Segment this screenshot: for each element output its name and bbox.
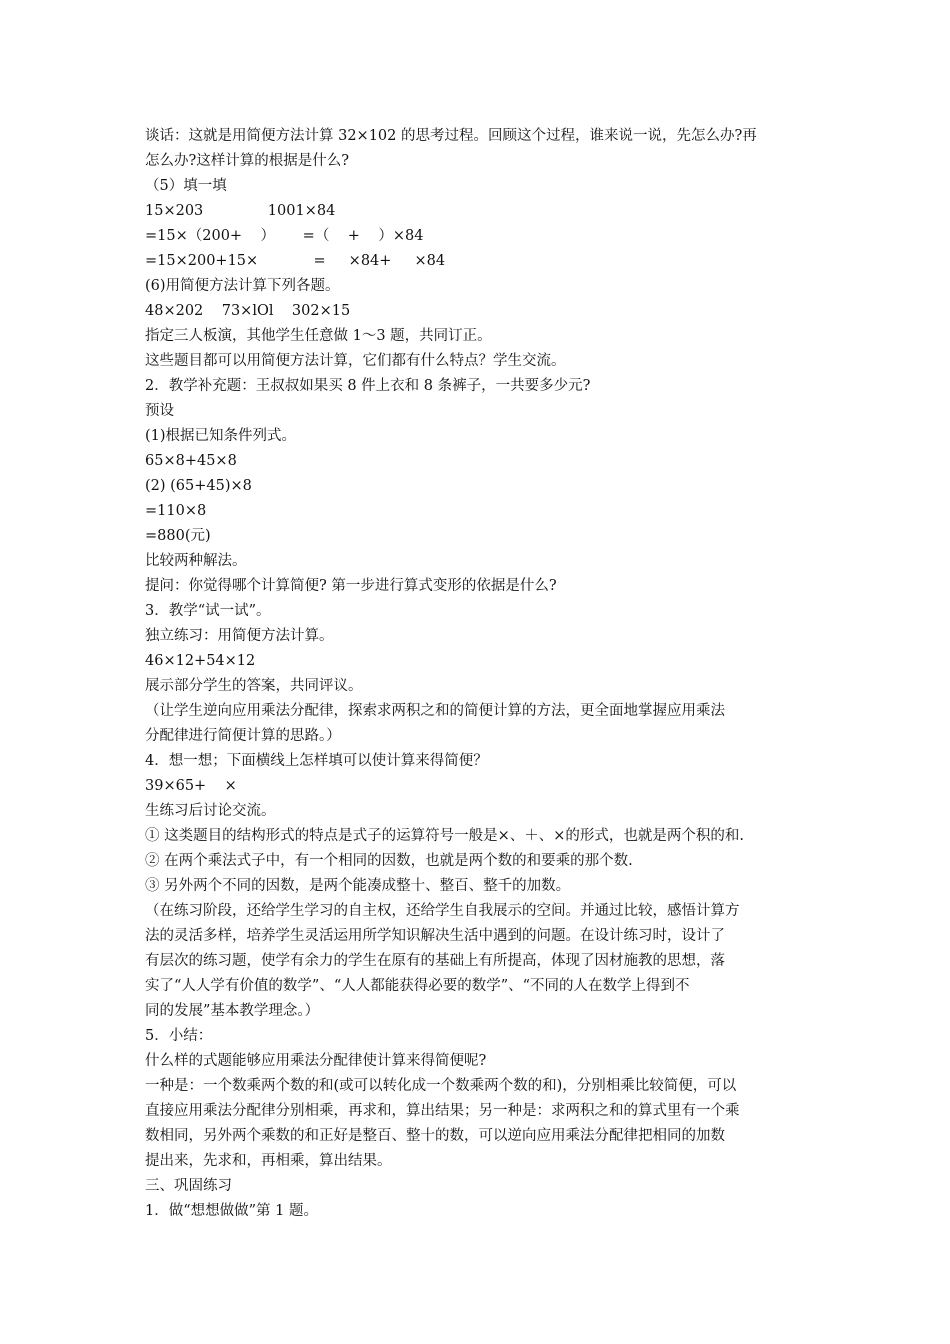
text-line: =15×200+15× = ×84+ ×84 xyxy=(145,253,446,269)
text-line: 谈话：这就是用简便方法计算 32×102 的思考过程。回顾这个过程，谁来说一说，先怎么办?再 xyxy=(145,128,757,144)
text-line: ① 这类题目的结构形式的特点是式子的运算符号一般是×、＋、×的形式，也就是两个积的和. xyxy=(145,828,745,844)
text-line: 65×8+45×8 xyxy=(145,453,237,469)
text-line: 48×202 73×lOl 302×15 xyxy=(145,303,351,319)
text-line: 实了“人人学有价值的数学”、“人人都能获得必要的数学”、“不同的人在数学上得到不 xyxy=(145,978,690,994)
text-line: 4．想一想；下面横线上怎样填可以使计算来得简便？ xyxy=(145,753,488,769)
text-line: （在练习阶段，还给学生学习的自主权，还给学生自我展示的空间。并通过比较，感悟计算方 xyxy=(145,903,740,919)
text-line: =110×8 xyxy=(145,503,207,519)
text-line: 5．小结： xyxy=(145,1028,213,1044)
text-line: ② 在两个乘法式子中，有一个相同的因数，也就是两个数的和要乘的那个数. xyxy=(145,853,633,869)
text-line: 46×12+54×12 xyxy=(145,653,256,669)
text-line: 独立练习：用简便方法计算。 xyxy=(145,628,334,644)
text-line: 15×203 1001×84 xyxy=(145,203,336,219)
text-line: 展示部分学生的答案，共同评议。 xyxy=(145,678,363,694)
text-line: 法的灵活多样，培养学生灵活运用所学知识解决生活中遇到的问题。在设计练习时，设计了 xyxy=(145,928,725,944)
text-line: 1．做“想想做做”第 1 题。 xyxy=(145,1203,318,1219)
text-line: 比较两种解法。 xyxy=(145,553,247,569)
text-line: 39×65+ × xyxy=(145,778,237,794)
text-line: 指定三人板演，其他学生任意做 1～3 题，共同订正。 xyxy=(145,328,492,344)
text-line: (6)用简便方法计算下列各题。 xyxy=(145,278,340,294)
text-line: 这些题目都可以用简便方法计算，它们都有什么特点？学生交流。 xyxy=(145,353,566,369)
text-line: （5）填一填 xyxy=(145,178,227,194)
text-line: 直接应用乘法分配律分别相乘，再求和，算出结果；另一种是：求两积之和的算式里有一个乘 xyxy=(145,1103,740,1119)
text-line: 提问：你觉得哪个计算简便? 第一步进行算式变形的依据是什么? xyxy=(145,578,557,594)
text-line: 提出来，先求和，再相乘，算出结果。 xyxy=(145,1153,392,1169)
text-line: 同的发展”基本教学理念。） xyxy=(145,1003,320,1019)
text-line: (1)根据已知条件列式。 xyxy=(145,428,297,444)
text-line: =880(元) xyxy=(145,528,211,544)
text-line: （让学生逆向应用乘法分配律，探索求两积之和的简便计算的方法，更全面地掌握应用乘法 xyxy=(145,703,725,719)
text-line: ③ 另外两个不同的因数，是两个能凑成整十、整百、整千的加数。 xyxy=(145,878,571,894)
text-line: 数相同，另外两个乘数的和正好是整百、整十的数，可以逆向应用乘法分配律把相同的加数 xyxy=(145,1128,725,1144)
text-line: 预设 xyxy=(145,403,174,419)
text-line: 生练习后讨论交流。 xyxy=(145,803,276,819)
text-line: 一种是：一个数乘两个数的和(或可以转化成一个数乘两个数的和)，分别相乘比较简便，可以 xyxy=(145,1078,737,1094)
document-body xyxy=(145,124,815,1224)
text-line: 怎么办?这样计算的根据是什么? xyxy=(145,153,350,169)
text-line: =15×（200+ ） =（ + ）×84 xyxy=(145,228,424,244)
text-line: 3．教学“试一试”。 xyxy=(145,603,271,619)
text-line: (2) (65+45)×8 xyxy=(145,478,252,494)
text-line: 有层次的练习题，使学有余力的学生在原有的基础上有所提高，体现了因材施教的思想，落 xyxy=(145,953,725,969)
text-line: 三、巩固练习 xyxy=(145,1178,232,1194)
text-line: 什么样的式题能够应用乘法分配律使计算来得简便呢? xyxy=(145,1053,487,1069)
text-line: 2．教学补充题：王叔叔如果买 8 件上衣和 8 条裤子，一共要多少元? xyxy=(145,378,591,394)
text-line: 分配律进行简便计算的思路。） xyxy=(145,728,341,744)
